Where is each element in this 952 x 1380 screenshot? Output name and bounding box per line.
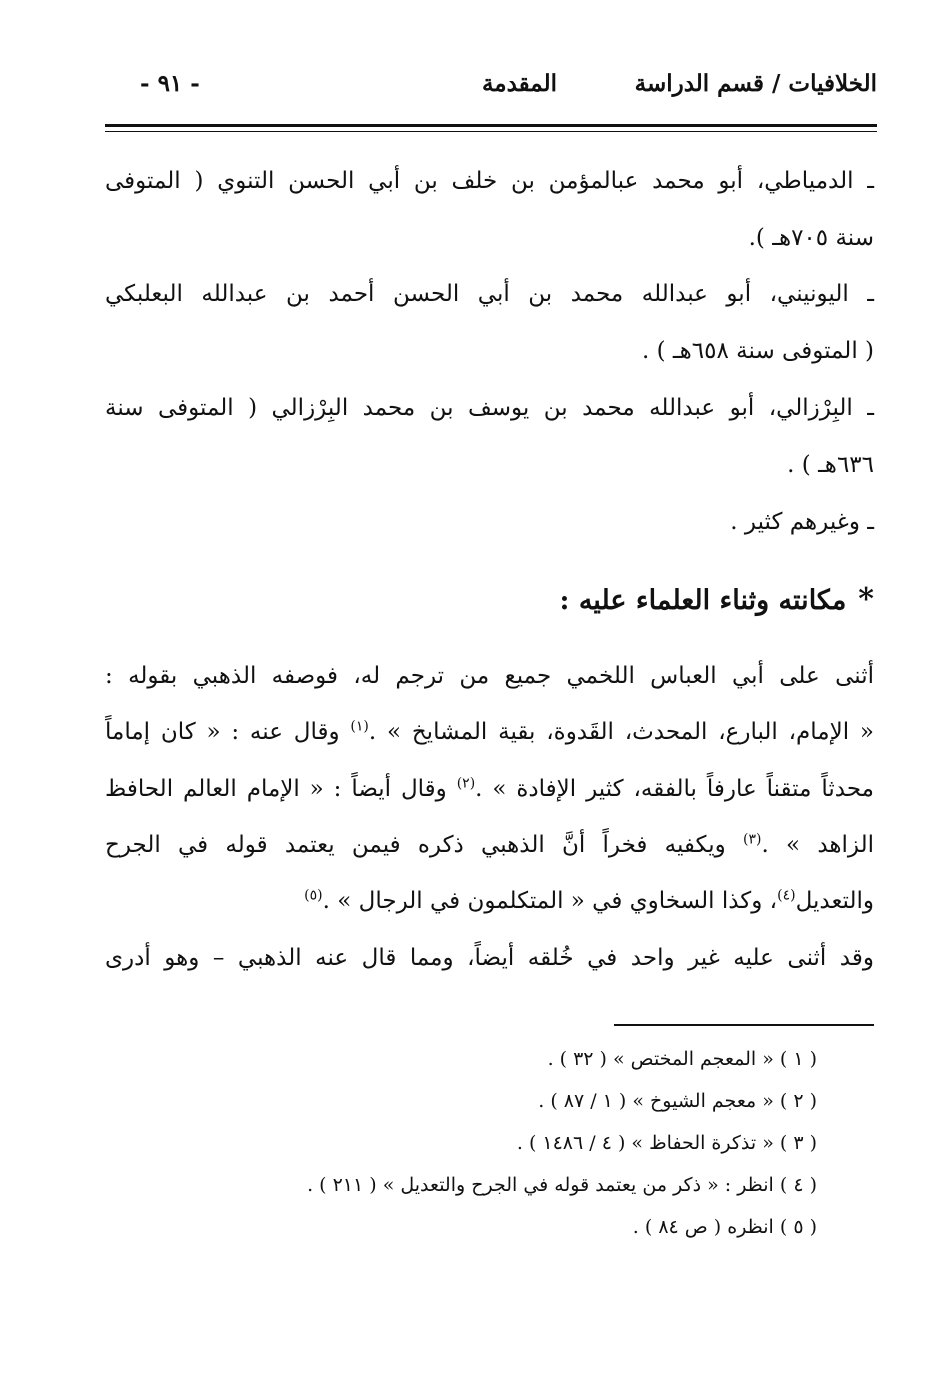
- footnote-ref[interactable]: (٤): [777, 887, 796, 904]
- paragraph-line: محدثاً متقناً عارفاً بالفقه، كثير الإفادة » .$^{(٢)}$ وقال أيضاً : « الإمام العالم الحافظ: [105, 775, 874, 802]
- footnote-2: ( ٢ ) « معجم الشيوخ » ( ١ / ٨٧ ) .: [538, 1090, 817, 1112]
- text-line: ( المتوفى سنة ٦٥٨هـ ) .: [642, 338, 874, 364]
- footnote-ref[interactable]: (٥): [304, 887, 323, 904]
- footnote-ref[interactable]: (٣): [743, 831, 762, 848]
- paragraph-line: أثنى على أبي العباس اللخمي جميع من ترجم له، فوصفه الذهبي بقوله :: [105, 663, 874, 689]
- paragraph-line: الزاهد » .$^{(٣)}$ ويكفيه فخراً أنَّ الذهبي ذكره فيمن يعتمد قوله في الجرح: [105, 831, 874, 858]
- header-rule-thin: [105, 131, 877, 132]
- text-line: ـ وغيرهم كثير .: [730, 509, 874, 535]
- section-title: المقدمة: [481, 70, 557, 97]
- text-line: ـ الدمياطي، أبو محمد عبالمؤمن بن خلف بن أبي الحسن التنوي ( المتوفى: [105, 168, 874, 194]
- heading-text: مكانته وثناء العلماء عليه :: [559, 585, 847, 616]
- page-number: - ٩١ -: [140, 70, 200, 97]
- footnote-1: ( ١ ) « المعجم المختص » ( ٣٢ ) .: [547, 1048, 817, 1070]
- footnote-3: ( ٣ ) « تذكرة الحفاظ » ( ٤ / ١٤٨٦ ) .: [516, 1132, 817, 1154]
- section-heading: [559, 582, 874, 617]
- header-rule-thick: [105, 124, 877, 127]
- text-line: سنة ٧٠٥هـ ).: [748, 225, 874, 251]
- text-line: ـ اليونيني، أبو عبدالله محمد بن أبي الحسن أحمد بن عبدالله البعلبكي: [105, 281, 874, 307]
- footnote-ref[interactable]: (٢): [456, 775, 476, 792]
- paragraph-line: والتعديل$^{(٤)}$، وكذا السخاوي في « المتكلمون في الرجال » .$^{(٥)}$: [304, 887, 874, 914]
- paragraph-line: « الإمام، البارع، المحدث، القَدوة، بقية المشايخ » .$^{(١)}$ وقال عنه : « كان إماماً: [105, 718, 874, 745]
- footnote-5: ( ٥ ) انظره ( ص ٨٤ ) .: [632, 1216, 817, 1238]
- footnote-separator: [614, 1024, 874, 1026]
- heading-star: *: [858, 582, 874, 617]
- footnote-ref[interactable]: (١): [350, 718, 369, 735]
- text-line: ٦٣٦هـ ) .: [787, 452, 874, 478]
- book-title: الخلافيات / قسم الدراسة: [634, 70, 877, 97]
- running-header: [105, 70, 877, 106]
- text-line: ـ البِرْزالي، أبو عبدالله محمد بن يوسف بن محمد البِرْزالي ( المتوفى سنة: [105, 395, 874, 421]
- footnote-4: ( ٤ ) انظر : « ذكر من يعتمد قوله في الجرح والتعديل » ( ٢١١ ) .: [307, 1174, 817, 1196]
- paragraph-line: وقد أثنى عليه غير واحد في خُلقه أيضاً، ومما قال عنه الذهبي – وهو أدرى: [105, 945, 874, 971]
